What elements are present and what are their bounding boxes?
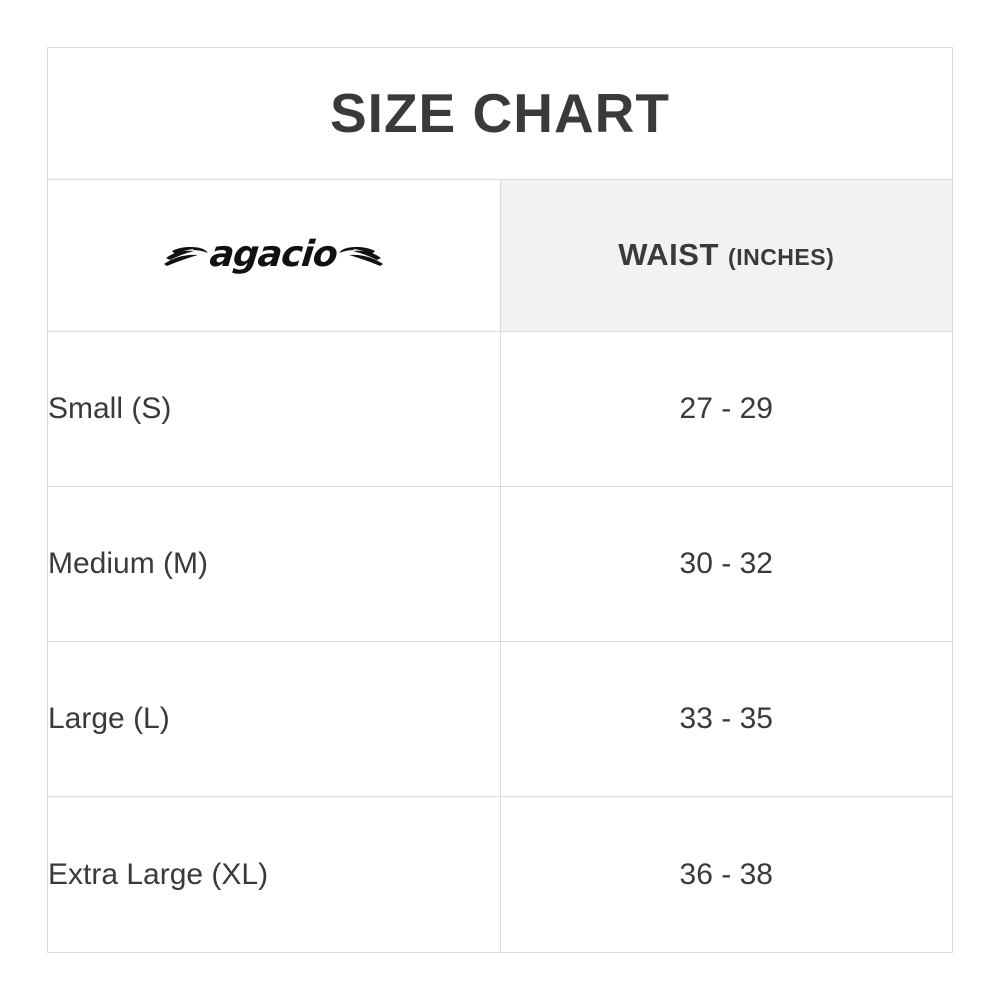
size-label: Large (L)	[48, 642, 500, 797]
waist-header-label	[618, 237, 834, 272]
table-row	[48, 642, 952, 797]
wing-icon	[164, 238, 208, 272]
waist-header-unit: (INCHES)	[728, 244, 835, 271]
page-title: SIZE CHART	[330, 81, 670, 144]
brand-logo-text: agacio	[208, 234, 340, 276]
size-label: Small (S)	[48, 331, 500, 486]
brand-logo	[164, 227, 383, 283]
waist-value: 27 - 29	[500, 331, 952, 486]
table-header-row	[48, 179, 952, 331]
waist-value: 33 - 35	[500, 642, 952, 797]
table-row	[48, 486, 952, 641]
waist-value: 30 - 32	[500, 486, 952, 641]
size-chart-container	[47, 47, 953, 953]
waist-header-main: WAIST	[618, 237, 719, 273]
table-row	[48, 797, 952, 952]
wing-icon	[339, 238, 383, 272]
size-label: Extra Large (XL)	[48, 797, 500, 952]
brand-logo-cell	[48, 179, 500, 331]
size-label: Medium (M)	[48, 486, 500, 641]
size-chart-table	[48, 48, 952, 952]
waist-value: 36 - 38	[500, 797, 952, 952]
title-row	[48, 48, 952, 179]
waist-header-cell	[500, 179, 952, 331]
table-row	[48, 331, 952, 486]
page-title-cell	[48, 48, 952, 179]
